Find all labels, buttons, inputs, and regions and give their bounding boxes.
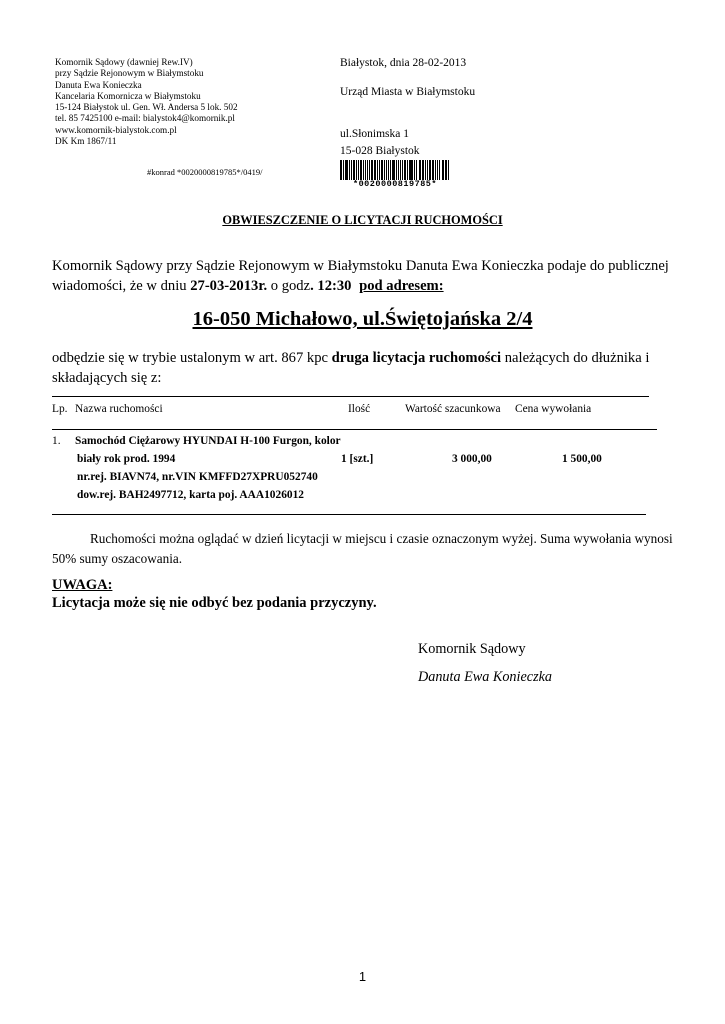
recipient-street: ul.Słonimska 1: [340, 128, 410, 140]
barcode-bar: [371, 160, 373, 180]
row-price: 1 500,00: [562, 453, 602, 465]
barcode-bar: [398, 160, 399, 180]
intro-text: wiadomości, że w dniu: [52, 278, 187, 294]
sender-block: [55, 57, 238, 147]
warning-label: UWAGA:: [52, 577, 113, 593]
barcode-bar: [377, 160, 378, 180]
barcode-bar: [369, 160, 370, 180]
barcode-bar: [420, 160, 421, 180]
case-number: DK Km 1867/11: [55, 136, 117, 147]
row-value: 3 000,00: [452, 453, 492, 465]
auction-line: składających się z:: [52, 370, 162, 386]
sender-line: tel. 85 7425100 e-mail: bialystok4@komornik.pl: [55, 113, 235, 124]
barcode-bar: [402, 160, 403, 180]
barcode-bar: [429, 160, 431, 180]
barcode-bar: [409, 160, 410, 180]
auction-line: [52, 348, 674, 368]
row-name-line: nr.rej. BIAVN74, nr.VIN KMFFD27XPRU052740: [77, 471, 318, 483]
warning-text: Licytacja może się nie odbyć bez podania przyczyny.: [52, 595, 377, 611]
row-name-line: dow.rej. BAH2497712, karta poj. AAA1026012: [77, 489, 304, 501]
barcode-bar: [358, 160, 359, 180]
barcode-bar: [439, 160, 441, 180]
barcode-bar: [435, 160, 436, 180]
barcode-bar: [384, 160, 385, 180]
header-qty: Ilość: [348, 403, 371, 415]
divider: [52, 514, 646, 515]
signature-title: Komornik Sądowy: [418, 641, 526, 657]
barcode-bar: [396, 160, 397, 180]
recipient-city: 15-028 Białystok: [340, 145, 420, 157]
intro-line: [52, 276, 674, 296]
barcode-bar: [445, 160, 447, 180]
viewing-line: Ruchomości można oglądać w dzień licytacji w miejscu i czasie oznaczonym wyżej. Suma wywołania wynosi: [90, 531, 673, 546]
barcode-bar: [367, 160, 368, 180]
row-name: [75, 432, 341, 504]
barcode-bars: [340, 160, 450, 180]
barcode-bar: [381, 160, 383, 180]
barcode-bar: [340, 160, 342, 180]
barcode-bar: [443, 160, 444, 180]
barcode-bar: [410, 160, 412, 180]
barcode-bar: [346, 160, 348, 180]
header-price: Cena wywołania: [515, 403, 592, 415]
barcode-bar: [365, 160, 366, 180]
auction-text: odbędzie się w trybie ustalonym w art. 867 kpc: [52, 350, 328, 366]
sender-line: www.komornik-bialystok.com.pl: [55, 124, 177, 135]
reference-code: #konrad *0020000819785*/0419/: [147, 167, 263, 177]
header-lp: Lp.: [52, 403, 68, 415]
sender-line: Kancelaria Komornicza w Białymstoku: [55, 90, 201, 101]
row-qty: 1 [szt.]: [341, 453, 374, 465]
auction-date: 27-03-2013r.: [190, 278, 268, 294]
intro-paragraph: [52, 256, 674, 296]
viewing-line: 50% sumy oszacowania.: [52, 551, 183, 566]
auction-paragraph: [52, 348, 674, 388]
barcode-bar: [407, 160, 408, 180]
barcode-bar: [419, 160, 420, 180]
barcode-bar: [356, 160, 357, 180]
barcode-bar: [422, 160, 424, 180]
viewing-paragraph: [52, 529, 674, 569]
barcode-bar: [379, 160, 380, 180]
place-date: Białystok, dnia 28-02-2013: [340, 57, 467, 69]
barcode-bar: [388, 160, 390, 180]
header-name: Nazwa ruchomości: [75, 403, 163, 415]
row-lp: 1.: [52, 435, 61, 447]
barcode-bar: [343, 160, 344, 180]
sender-line: Danuta Ewa Konieczka: [55, 79, 142, 90]
barcode-bar: [345, 160, 346, 180]
auction-text: należących do dłużnika i: [504, 350, 650, 366]
barcode-bar: [374, 160, 376, 180]
barcode-bar: [400, 160, 402, 180]
barcode-bar: [404, 160, 406, 180]
barcode-bar: [353, 160, 355, 180]
divider: [52, 396, 649, 397]
intro-line: Komornik Sądowy przy Sądzie Rejonowym w Białymstoku Danuta Ewa Konieczka podaje do publicznej: [52, 258, 669, 274]
header-value: Wartość szacunkowa: [405, 403, 501, 415]
barcode-bar: [437, 160, 438, 180]
intro-text: o godz: [270, 278, 311, 294]
barcode-bar: [432, 160, 434, 180]
sender-line: przy Sądzie Rejonowym w Białymstoku: [55, 68, 204, 79]
auction-address: 16-050 Michałowo, ul.Świętojańska 2/4: [192, 308, 533, 330]
auction-type: druga licytacja ruchomości: [331, 350, 502, 366]
divider: [52, 429, 657, 430]
barcode-bar: [390, 160, 391, 180]
barcode-text: *0020000819785*: [352, 179, 437, 189]
sender-line: 15-124 Białystok ul. Gen. Wł. Andersa 5 lok. 502: [55, 102, 238, 113]
address-label: pod adresem:: [359, 278, 444, 294]
barcode-bar: [425, 160, 426, 180]
barcode-bar: [442, 160, 443, 180]
barcode-bar: [414, 160, 415, 180]
auction-time: . 12:30: [310, 278, 352, 294]
barcode-bar: [386, 160, 387, 180]
barcode: [340, 160, 450, 188]
barcode-bar: [427, 160, 428, 180]
signature-name: Danuta Ewa Konieczka: [418, 669, 552, 685]
barcode-bar: [349, 160, 350, 180]
barcode-bar: [360, 160, 362, 180]
barcode-bar: [363, 160, 365, 180]
barcode-bar: [416, 160, 418, 180]
document-title: OBWIESZCZENIE O LICYTACJI RUCHOMOŚCI: [222, 213, 503, 227]
row-name-line: biały rok prod. 1994: [77, 453, 176, 465]
barcode-bar: [448, 160, 449, 180]
sender-line: Komornik Sądowy (dawniej Rew.IV): [55, 57, 193, 67]
barcode-bar: [392, 160, 394, 180]
row-name-line: Samochód Ciężarowy HYUNDAI H-100 Furgon, kolor: [75, 435, 341, 447]
page-number: 1: [358, 969, 367, 984]
recipient-name: Urząd Miasta w Białymstoku: [340, 86, 476, 98]
table-row: [0, 432, 725, 507]
barcode-bar: [351, 160, 352, 180]
